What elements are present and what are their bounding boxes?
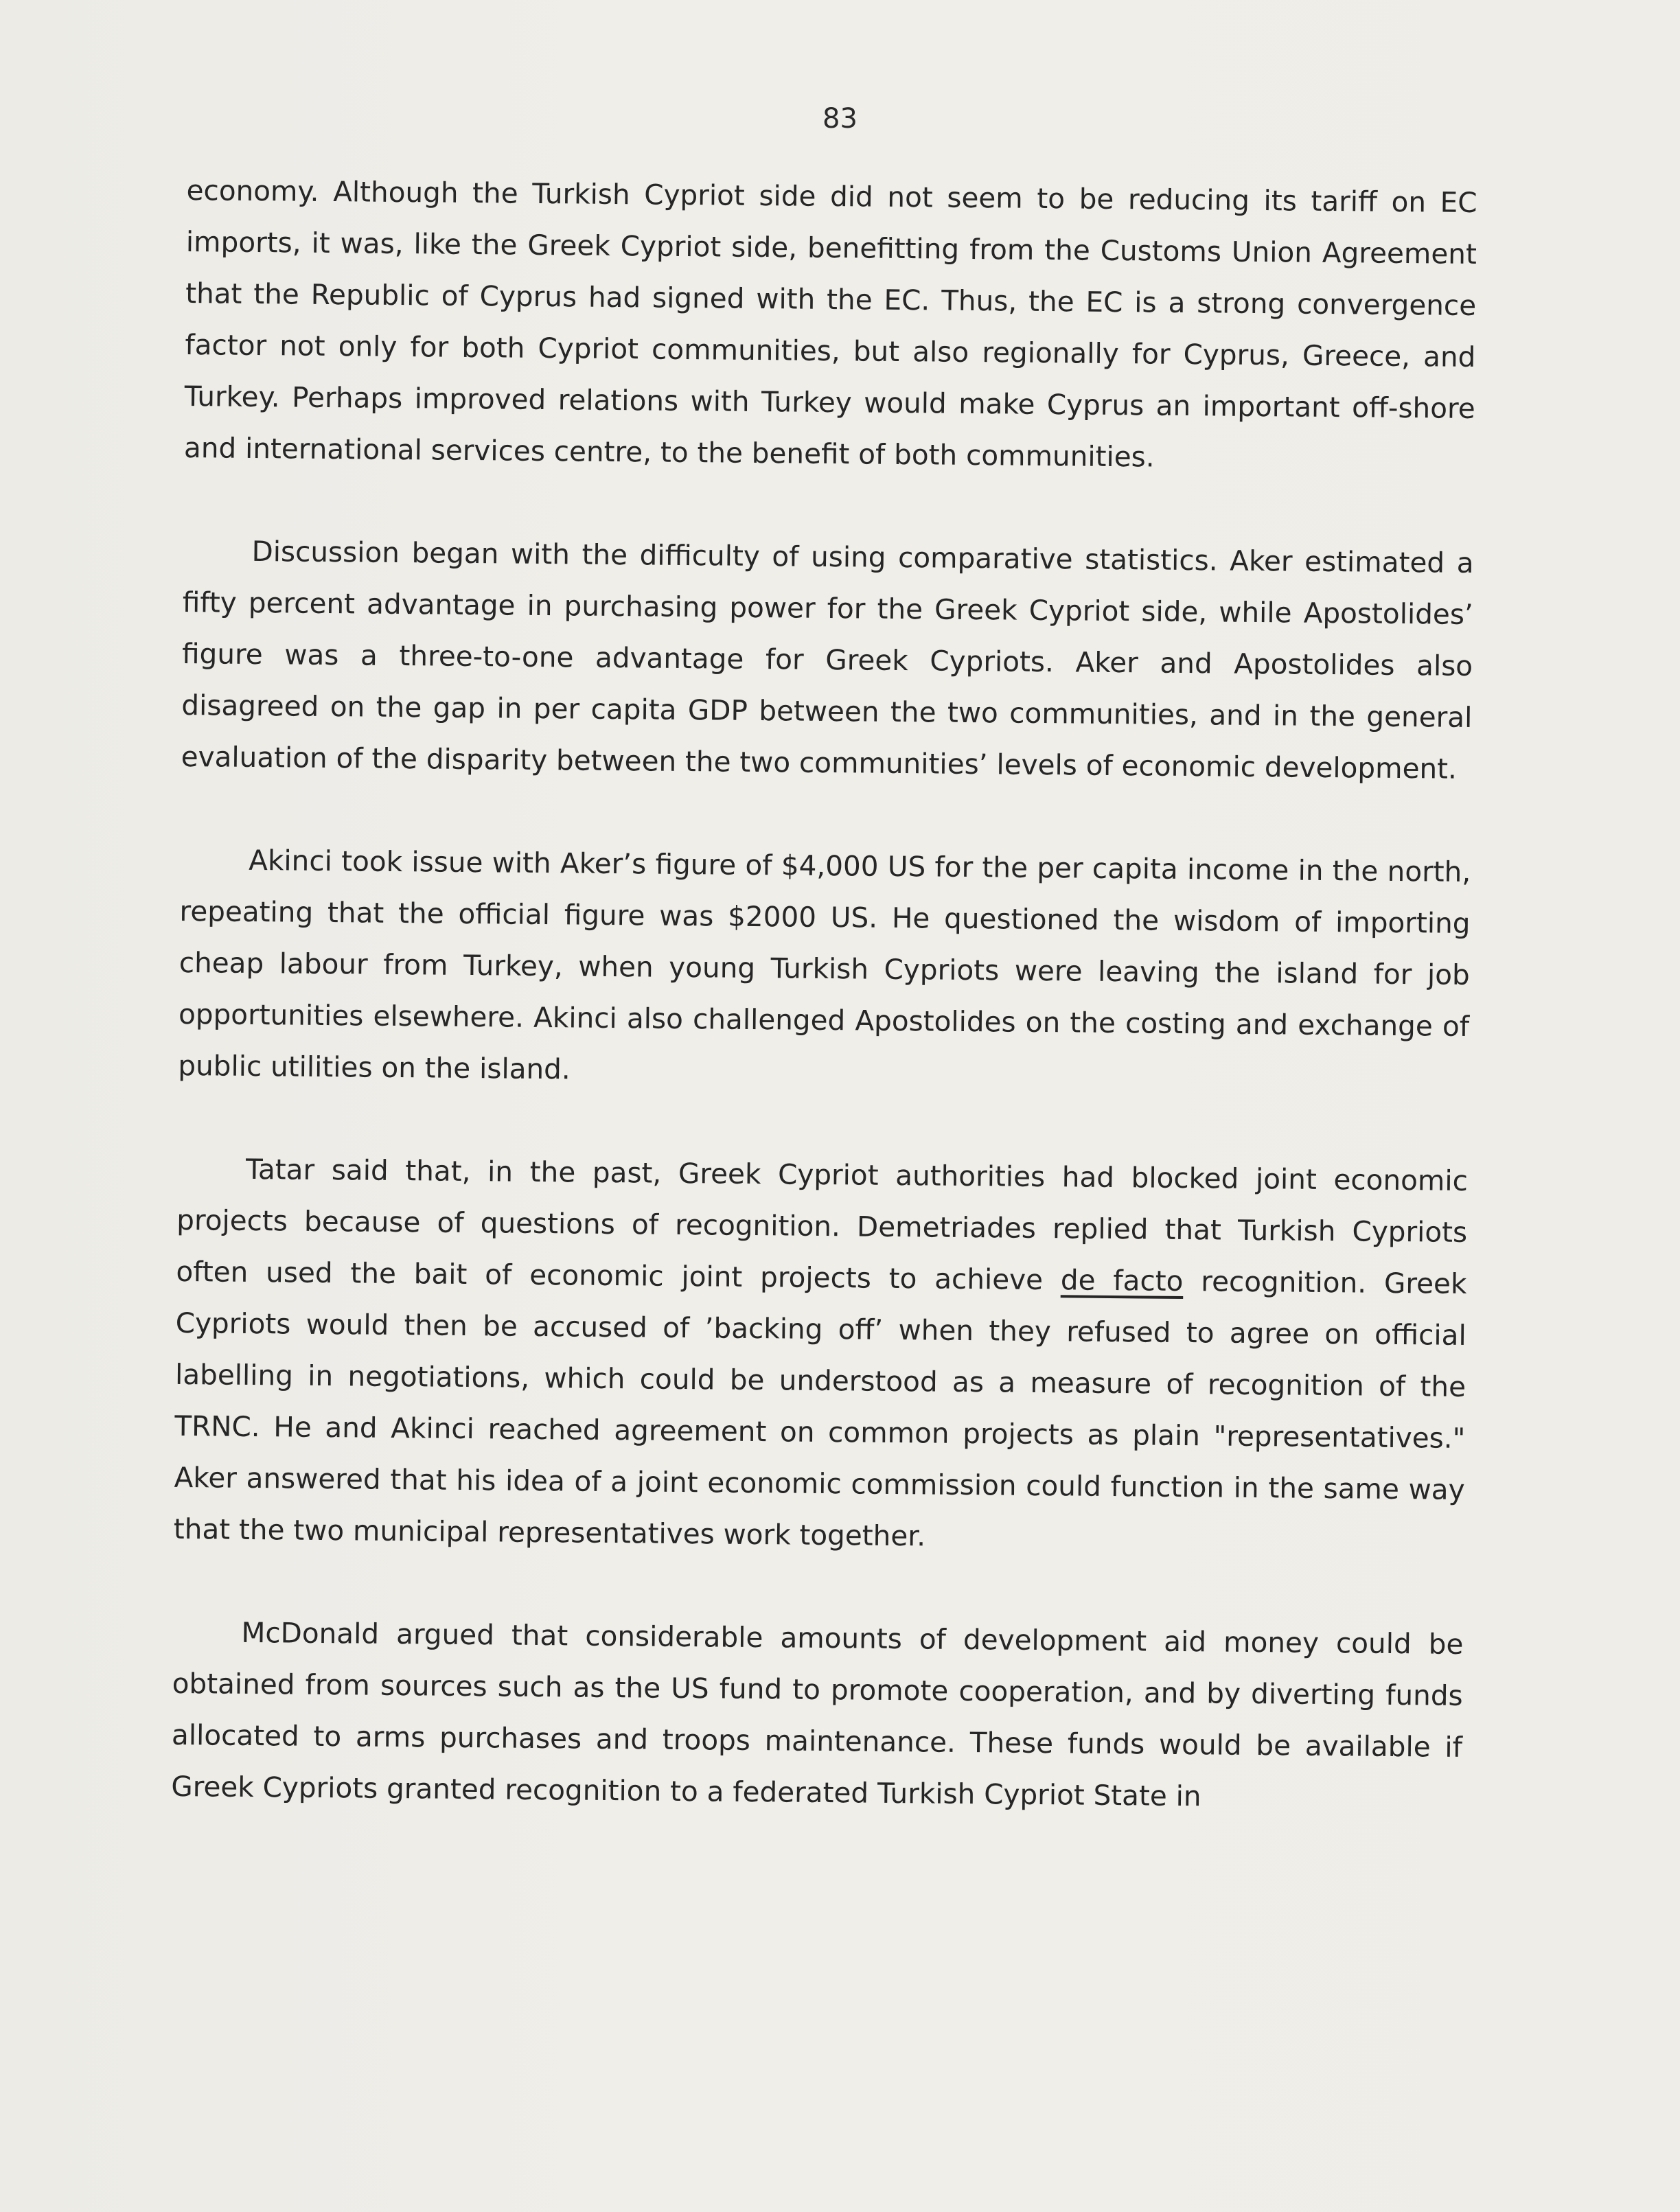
paragraph-tatar-text-before: Tatar said that, in the past, Greek Cypriot authorities had blocked joint economic projects because of questions of recognition. Demetriades replied that Turkish Cypriots often used the bait of economic joint projects to achieve [176,1152,1469,1297]
body-text [171,165,1477,1825]
paragraph-mcdonald: McDonald argued that considerable amounts of development aid money could be obtained from sources such as the US fund to promote cooperation, and by diverting funds allocated to arms purchases and troops maintenance. These funds would be available if Greek Cypriots granted recognition to a federated Turkish Cypriot State in [171,1615,1464,1813]
page-number: 83 [822,103,858,135]
paragraph-tatar-text-after: recognition. Greek Cypriots would then be accused of ’backing off’ when they refused to agree on official labelling in negotiations, which could be understood as a measure of recognition of the TRNC. He and Akinci reached agreement on common projects as plain "representatives." Aker answered that his idea of a joint economic commission could function in the same way that the two municipal representatives work together. [173,1265,1467,1553]
paragraph-akinci: Akinci took issue with Aker’s figure of $4,000 US for the per capita income in the north, repeating that the official figure was $2000 US. He questioned the wisdom of importing cheap labour from Turkey, when young Turkish Cypriots were leaving the island for job opportunities elsewhere. Akinci also challenged Apostolides on the costing and exchange of public utilities on the island. [178,843,1471,1086]
paragraph-discussion: Discussion began with the difficulty of using comparative statistics. Aker estimated a fifty percent advantage in purchasing power for the Greek Cypriot side, while Apostolides’ figure was a three-to-one advantage for Greek Cypriots. Aker and Apostolides also disagreed on the gap in per capita GDP between the two communities, and in the general evaluation of the disparity between the two communities’ levels of economic development. [181,534,1474,785]
paragraph-economy: economy. Although the Turkish Cypriot side did not seem to be reducing its tariff on EC imports, it was, like the Greek Cypriot side, benefitting from the Customs Union Agreement that the Republic of Cyprus had signed with the EC. Thus, the EC is a strong convergence factor not only for both Cypriot communities, but also regionally for Cyprus, Greece, and Turkey. Perhaps improved relations with Turkey would make Cyprus an important off-shore and international services centre, to the benefit of both communities. [183,173,1477,474]
underlined-de-facto: de facto [1060,1263,1184,1298]
paragraph-tatar [174,1143,1469,1567]
